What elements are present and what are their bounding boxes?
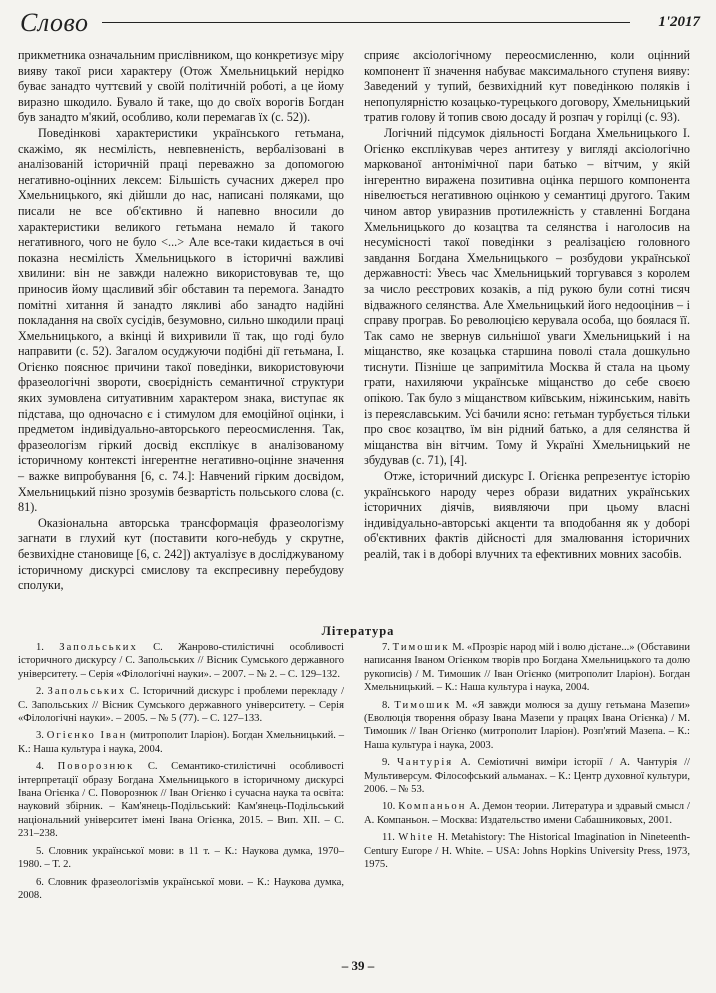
header-rule (102, 22, 630, 23)
reference-item: 11. White H. Metahistory: The Historical Imagination in Nineteenth-Century Europe / H. White. – USA: Johns Hopkins University Press, 1973, 1975. (364, 832, 690, 871)
reference-item: 10. Компаньон А. Демон теории. Литература и здравый смысл / А. Компаньон. – Москва: Издательство имени Сабашниковых, 2001. (364, 801, 690, 826)
references-left-column (18, 641, 344, 906)
reference-item: 2. Запольських С. Історичний дискурс і проблеми перекладу / С. Запольських // Вісник Сумського державного університету. – Серія «Філологічні науки». – 2005. – № 5 (77). – С. 127–133. (18, 686, 345, 725)
reference-item: 4. Поворознюк С. Семантико-стилістичні особливості інтерпретації образу Богдана Хмельницького в історичному дискурсі Івана Огієнка / С. Поворознюк // Іван Огієнко і сучасна наука та освіта: науковий збірник. – Кам'янець-Подільський: Кам'янець-Подільський національний університет імені Івана Огієнка, 2015. – Вип. XII. – С. 231–238. (18, 761, 344, 840)
reference-item: 8. Тимошик М. «Я завжди молюся за душу гетьмана Мазепи» (Еволюція творення образу Івана Мазепи у працях Івана Огієнка) / М. Тимошик // Іван Огієнко (митрополит Іларіон). Розп'ятий Мазепа. – К.: Наша культура і наука, 2003. (364, 699, 690, 751)
left-text-column (18, 48, 344, 594)
paragraph: Поведінкові характеристики українського гетьмана, скажімо, як несмілість, невпевненість, вербалізовані в аналізованій історичній праці переважно за допомогою негативно-оцінних лексем: Більшість сучасних джерел про Хмельницького, які дійшли до нас, написані поляками, що писали не все об'єктивно й напевно вносили до характеристики великого гетьмана немало й такого негативного, чого не було <...> Але все-таки кидається в очі показна несмілість Хмельницького в історичні важливі хвилини: він не завжди належно використовував те, що приносив йому щасливий збіг обставин та перемога. Занадто помітні хитання й занадто лякливі або занадто надійні покладання на своїх сусідів, безумовно, сильно шкодили праці Хмельницького, а вкінці й вихривили її так, що годі було направити (с. 52). Загалом осуджуючи подібні дії гетьмана, І. Огієнко пояснює причини такої поведінки, використовуючи фразеологічні звороти, своєрідність семантичної структури яких зумовлена ситуативним характером знака, виступає як підстава, що одночасно є і стимулом для емоційної оцінки, і предметом індивідуально-авторського переосмислення. Так, фразеологізм гіркий досвід експлікує в аналізованому історичному контексті інгерентне негативно-оцінне значення – важке випробування [6, с. 74.]: Навчений гірким досвідом, Хмельницький пізно зрозумів безвартість польського слова (с. 81). (18, 125, 344, 515)
right-text-column (364, 48, 690, 563)
reference-item: 6. Словник фразеологізмів української мови. – К.: Наукова думка, 2008. (18, 876, 344, 901)
paragraph: сприяє аксіологічному переосмисленню, коли оцінний компонент її значення набуває максимального ступеня вияву: Заведений у тупий, безвихідний кут поведінкою поляків і непопулярністю козацько-турецького договору, Хмельницький тратив голову й топив свою досаду й розпач у горілці (с. 93). (364, 48, 690, 125)
issue-number: 1'2017 (658, 14, 700, 30)
reference-item: 7. Тимошик М. «Прозріє народ мій і волю дістане...» (Обставини написання Іваном Огієнком творів про Богдана Хмельницького та долю рукописів) / М. Тимошик // Іван Огієнко (митрополит Іларіон). Богдан Хмельницький. – К.: Наша культура і наука, 2004. (364, 642, 690, 694)
page-header (20, 8, 700, 44)
page-number: – 39 – (341, 958, 375, 973)
paragraph: Оказіональна авторська трансформація фразеологізму загнати в глухий кут (поставити кого-небудь у скрутне, безвихідне становище [6, с. 242]) актуалізує в досліджуваному історичному дискурсі смислову та експресивну перебудову сполуки, (18, 515, 344, 593)
reference-item: 9. Чантурія А. Семіотичні виміри історії / А. Чантурія // Мультиверсум. Філософський альманах. – К.: Центр духовної культури, 2006. – № 53. (364, 757, 691, 796)
journal-logo: Cлово (20, 8, 89, 37)
references-right-column (364, 641, 690, 876)
reference-item: 3. Огієнко Іван (митрополит Іларіон). Богдан Хмельницький. – К.: Наша культура і наука, 2004. (18, 730, 344, 755)
paragraph: Отже, історичний дискурс І. Огієнка репрезентує історію українського народу через образи видатних українських історичних діячів, виявляючи при цьому власні індивідуально-авторські акценти та вподобання як у доборі об'єктивних фактів дійсності для змалювання історичних реалій, так і в доборі влучних та ефективних мовних засобів. (364, 469, 690, 561)
paragraph: Логічний підсумок діяльності Богдана Хмельницького І. Огієнко експлікував через антитезу у вигляді аксіологічно маркованої антонімічної пари батько – вітчим, у якій інгерентно виражена позитивна оцінка першого компонента нівелюється негативною оцінкою у семантиці другого. Таким чином автор увиразнив протилежність у ставленні Богдана Хмельницького до козацтва та селянства і наголосив на несумісності такої поведінки з реалізацією головного завдання Богдана Хмельницького – розбудови української державності: Увесь час Хмельницький торгувався з королем за число реєстрових козаків, а під рукою були сотні тисяч відважного селянства. Але Хмельницький його недооцінив – і справу програв. Бо революцією керувала особа, що боялася її. Так само не звернув сильнішої уваги Хмельницький і на міщанство, яке козацька старшина повoлі стала дошкульно тиснути. Пізніше це запримітила Москва й стала на цьому грати, нахиляючи українське міщанство до себе своєю опікою. Так було з міщанством київським, ніжинським, навіть із переяславським. Усі бачили ясно: гетьман турбується тільки про своє козацтво, їм він рідний батько, а для селянства й міщанства він вітчим. Тому й Україні Хмельницький не збудував (с. 71), [4]. (364, 125, 690, 468)
reference-item: 5. Словник української мови: в 11 т. – К.: Наукова думка, 1970–1980. – Т. 2. (18, 845, 344, 871)
reference-item: 1. Запольських С. Жанрово-стилістичні особливості історичного дискурсу / С. Запольських // Вісник Сумського державного університету. – Серія «Філологічні науки». – 2007. – № 2. – С. 129–132. (18, 642, 344, 680)
paragraph: прикметника означальним прислівником, що конкретизує міру вияву такої риси характеру (Отож Хмельницький нерідко буває занадто чуттєвий у своїй політичній роботі, а це йому виразно шкодило. Бувало й таке, що до своїх ворогів Богдан був занадто м'який, особливо, коли перемагав їх (с. 52)). (18, 48, 344, 125)
references-heading: Література (321, 624, 395, 638)
